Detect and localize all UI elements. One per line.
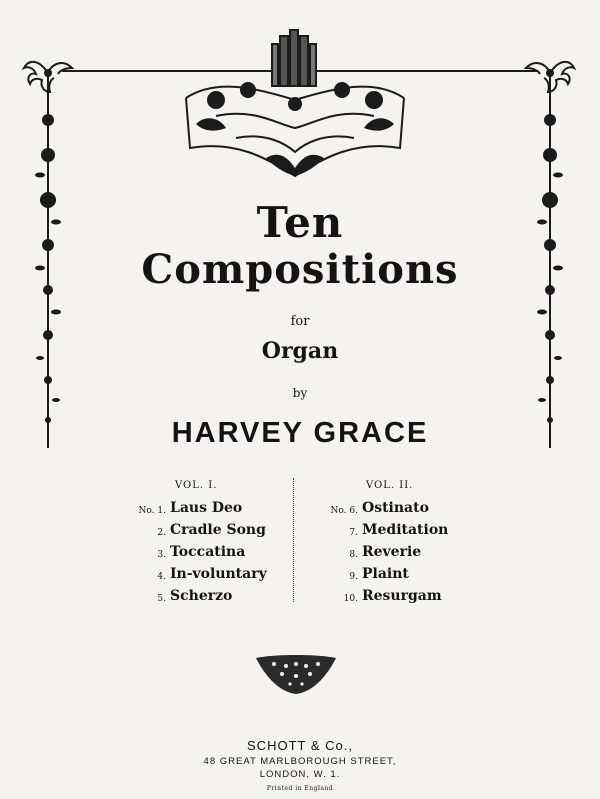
contents-item xyxy=(122,522,282,542)
for-text: for xyxy=(290,314,310,329)
contents-item xyxy=(312,500,482,520)
composer-name: HARVEY GRACE xyxy=(171,417,429,449)
piece-number: 2. xyxy=(157,528,166,538)
piece-number: No. 1. xyxy=(138,506,166,516)
volume-divider xyxy=(293,478,294,602)
piece-number: 3. xyxy=(157,550,166,560)
publisher-name: SCHOTT & Co., xyxy=(247,738,353,753)
title-line-1: Ten xyxy=(256,198,344,247)
piece-number: 9. xyxy=(349,572,358,582)
by-text: by xyxy=(292,386,308,400)
contents-item xyxy=(122,544,282,564)
piece-title: Laus Deo xyxy=(170,500,243,516)
volume-2-heading: VOL. II. xyxy=(366,480,414,491)
publisher-address: 48 GREAT MARLBOROUGH STREET, xyxy=(203,756,397,767)
contents-item xyxy=(122,566,282,586)
piece-number: 7. xyxy=(349,528,358,538)
publisher-city: LONDON, W. 1. xyxy=(259,769,341,780)
contents-item xyxy=(122,588,282,608)
contents-item xyxy=(312,544,482,564)
piece-number: 10. xyxy=(343,594,358,604)
piece-title: Resurgam xyxy=(362,588,442,604)
printed-note: Printed in England xyxy=(266,785,334,792)
contents-item xyxy=(312,522,482,542)
contents-item xyxy=(312,588,482,608)
piece-title: Scherzo xyxy=(170,588,233,604)
piece-title: Toccatina xyxy=(170,544,246,560)
piece-title: In-voluntary xyxy=(170,566,267,582)
pendant-ornament xyxy=(254,652,338,696)
piece-title: Ostinato xyxy=(362,500,429,516)
volume-1-heading: VOL. I. xyxy=(175,480,218,491)
piece-number: 4. xyxy=(157,572,166,582)
piece-number: 8. xyxy=(349,550,358,560)
piece-number: 5. xyxy=(157,594,166,604)
contents-item xyxy=(312,566,482,586)
organ-vignette-illustration xyxy=(176,28,414,178)
piece-title: Meditation xyxy=(362,522,449,538)
piece-title: Cradle Song xyxy=(170,522,266,538)
piece-title: Plaint xyxy=(362,566,409,582)
piece-number: No. 6. xyxy=(330,506,358,516)
instrument-text: Organ xyxy=(261,338,339,364)
contents-item xyxy=(122,500,282,520)
piece-title: Reverie xyxy=(362,544,422,560)
title-line-2: Compositions xyxy=(141,246,459,293)
